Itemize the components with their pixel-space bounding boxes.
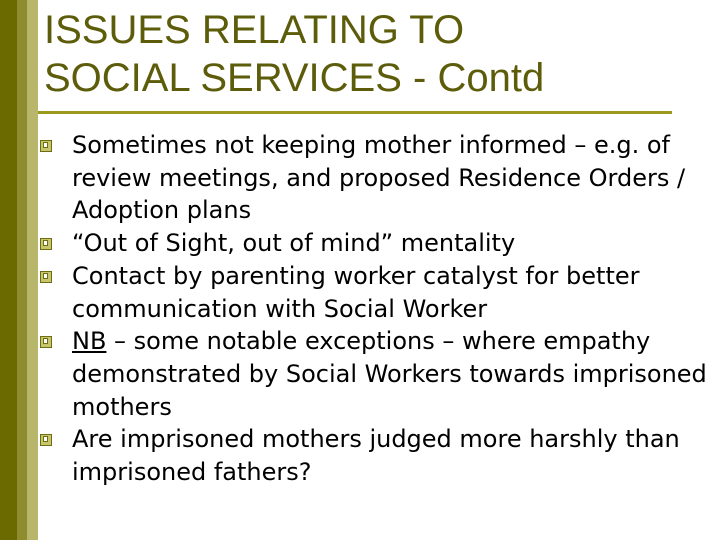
bullet-text: Are imprisoned mothers judged more harshly than imprisoned fathers? <box>72 425 680 487</box>
bullet-text: Contact by parenting worker catalyst for better communication with Social Worker <box>72 261 640 323</box>
bullet-item <box>40 325 710 423</box>
bullet-text: Sometimes not keeping mother informed – e.g. of review meetings, and proposed Residence Orders / Adoption plans <box>72 131 686 225</box>
square-bullet-icon <box>40 434 52 446</box>
slide-title <box>44 6 684 102</box>
title-line-2: SOCIAL SERVICES - Contd <box>44 56 545 100</box>
square-bullet-icon <box>40 271 52 283</box>
bullet-item <box>40 129 710 227</box>
bullet-item <box>40 423 710 488</box>
bullet-lead-underlined: NB <box>72 327 107 356</box>
square-bullet-icon <box>40 238 52 250</box>
title-line-1: ISSUES RELATING TO <box>44 8 465 52</box>
bullet-item <box>40 260 710 325</box>
bullet-item <box>40 227 710 260</box>
square-bullet-icon <box>40 140 52 152</box>
title-divider <box>38 111 672 114</box>
bullet-list <box>40 129 710 489</box>
bullet-text: “Out of Sight, out of mind” mentality <box>72 229 516 258</box>
bullet-text: – some notable exceptions – where empathy demonstrated by Social Workers towards imprisoned mothers <box>72 327 707 421</box>
square-bullet-icon <box>40 336 52 348</box>
decorative-side-bar <box>0 0 38 540</box>
